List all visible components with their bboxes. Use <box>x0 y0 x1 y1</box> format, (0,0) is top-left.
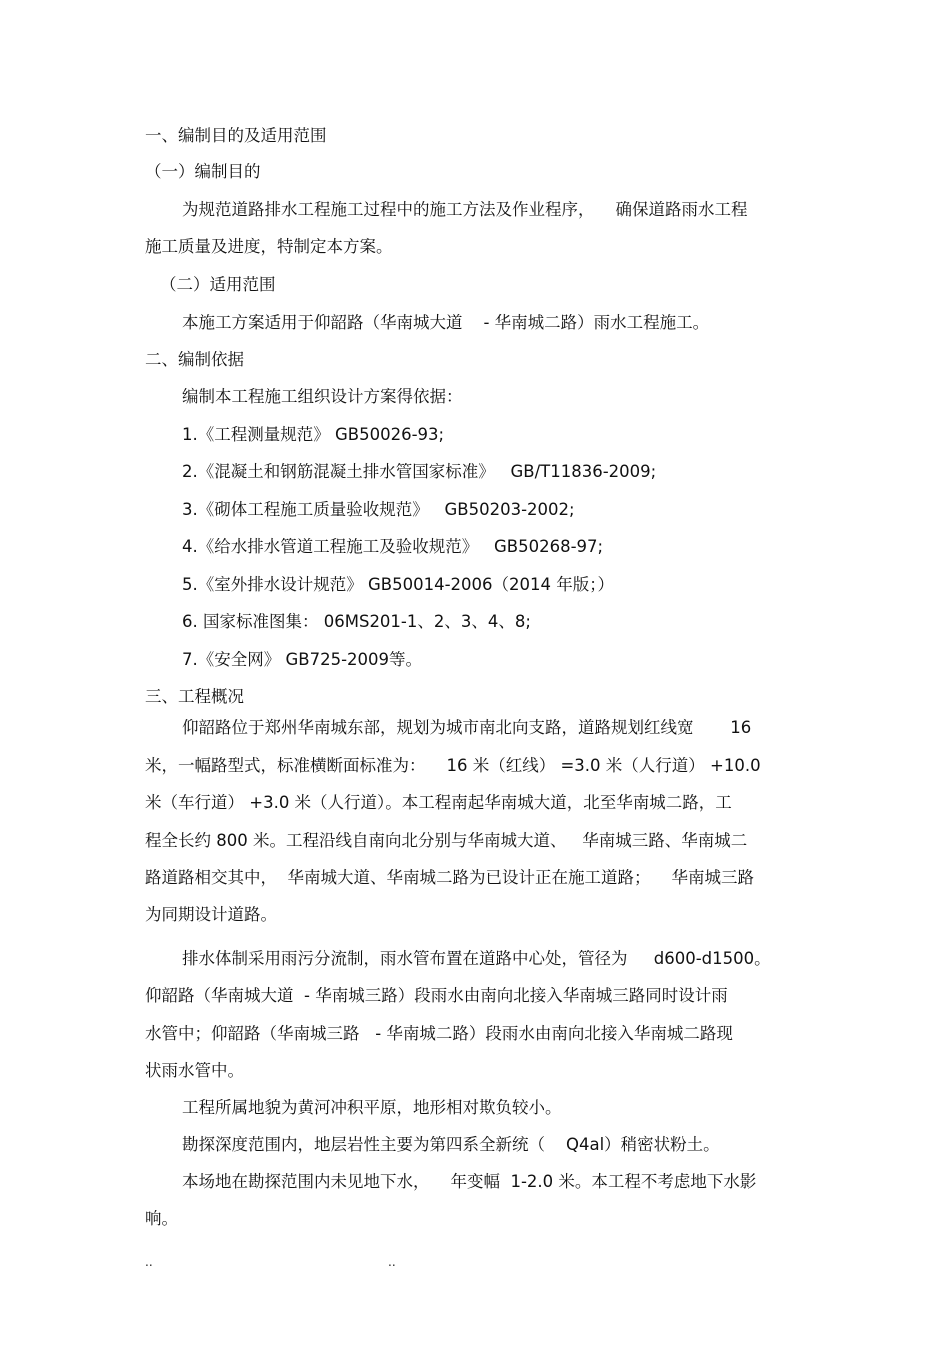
paragraph-line: 程全长约 800 米。工程沿线自南向北分别与华南城大道、 华南城三路、华南城二 <box>145 831 748 850</box>
paragraph-line: 米，一幅路型式，标准横断面标准为： 16 米（红线） =3.0 米（人行道） +10.0 <box>145 756 761 775</box>
paragraph-line: 路道路相交其中， 华南城大道、华南城二路为已设计正在施工道路； 华南城三路 <box>145 868 754 887</box>
reference-item: 7.《安全网》 GB725-2009等。 <box>182 650 423 669</box>
heading-section-3: 三、工程概况 <box>145 687 244 706</box>
paragraph-line: 仰韶路（华南城大道 - 华南城三路）段雨水由南向北接入华南城三路同时设计雨 <box>145 986 728 1005</box>
paragraph-line: 排水体制采用雨污分流制，雨水管布置在道路中心处，管径为 d600-d1500。 <box>182 949 771 968</box>
footer-right-mark: .. <box>388 1255 396 1269</box>
subheading-scope: （二）适用范围 <box>160 275 276 294</box>
reference-item: 2.《混凝土和钢筋混凝土排水管国家标准》 GB/T11836-2009; <box>182 462 657 481</box>
paragraph-line: 本场地在勘探范围内未见地下水， 年变幅 1-2.0 米。本工程不考虑地下水影 <box>182 1172 757 1191</box>
subheading-purpose: （一）编制目的 <box>145 162 261 181</box>
paragraph-line: 本施工方案适用于仰韶路（华南城大道 - 华南城二路）雨水工程施工。 <box>182 313 710 332</box>
reference-item: 4.《给水排水管道工程施工及验收规范》 GB50268-97; <box>182 537 604 556</box>
footer-left-mark: .. <box>145 1255 153 1269</box>
heading-section-1: 一、编制目的及适用范围 <box>145 126 327 145</box>
paragraph-line: 米（车行道） +3.0 米（人行道）。本工程南起华南城大道，北至华南城二路，工 <box>145 793 732 812</box>
paragraph-line: 水管中；仰韶路（华南城三路 - 华南城二路）段雨水由南向北接入华南城二路现 <box>145 1024 733 1043</box>
paragraph-line: 勘探深度范围内，地层岩性主要为第四系全新统（ Q4al）稍密状粉土。 <box>182 1135 720 1154</box>
reference-item: 5.《室外排水设计规范》 GB50014-2006（2014 年版；） <box>182 575 615 594</box>
paragraph-line: 为同期设计道路。 <box>145 905 277 924</box>
paragraph-line: 工程所属地貌为黄河冲积平原，地形相对欺负较小。 <box>182 1098 562 1117</box>
paragraph-line: 响。 <box>145 1209 178 1228</box>
reference-item: 6. 国家标准图集： 06MS201-1、2、3、4、8; <box>182 612 531 631</box>
reference-item: 1.《工程测量规范》 GB50026-93; <box>182 425 445 444</box>
paragraph-line: 为规范道路排水工程施工过程中的施工方法及作业程序， 确保道路雨水工程 <box>182 200 748 219</box>
paragraph-line: 施工质量及进度，特制定本方案。 <box>145 237 393 256</box>
reference-item: 3.《砌体工程施工质量验收规范》 GB50203-2002; <box>182 500 575 519</box>
heading-section-2: 二、编制依据 <box>145 350 244 369</box>
paragraph-line: 状雨水管中。 <box>145 1061 244 1080</box>
paragraph-line: 仰韶路位于郑州华南城东部，规划为城市南北向支路，道路规划红线宽 16 <box>182 718 752 737</box>
paragraph-line: 编制本工程施工组织设计方案得依据： <box>182 387 463 406</box>
